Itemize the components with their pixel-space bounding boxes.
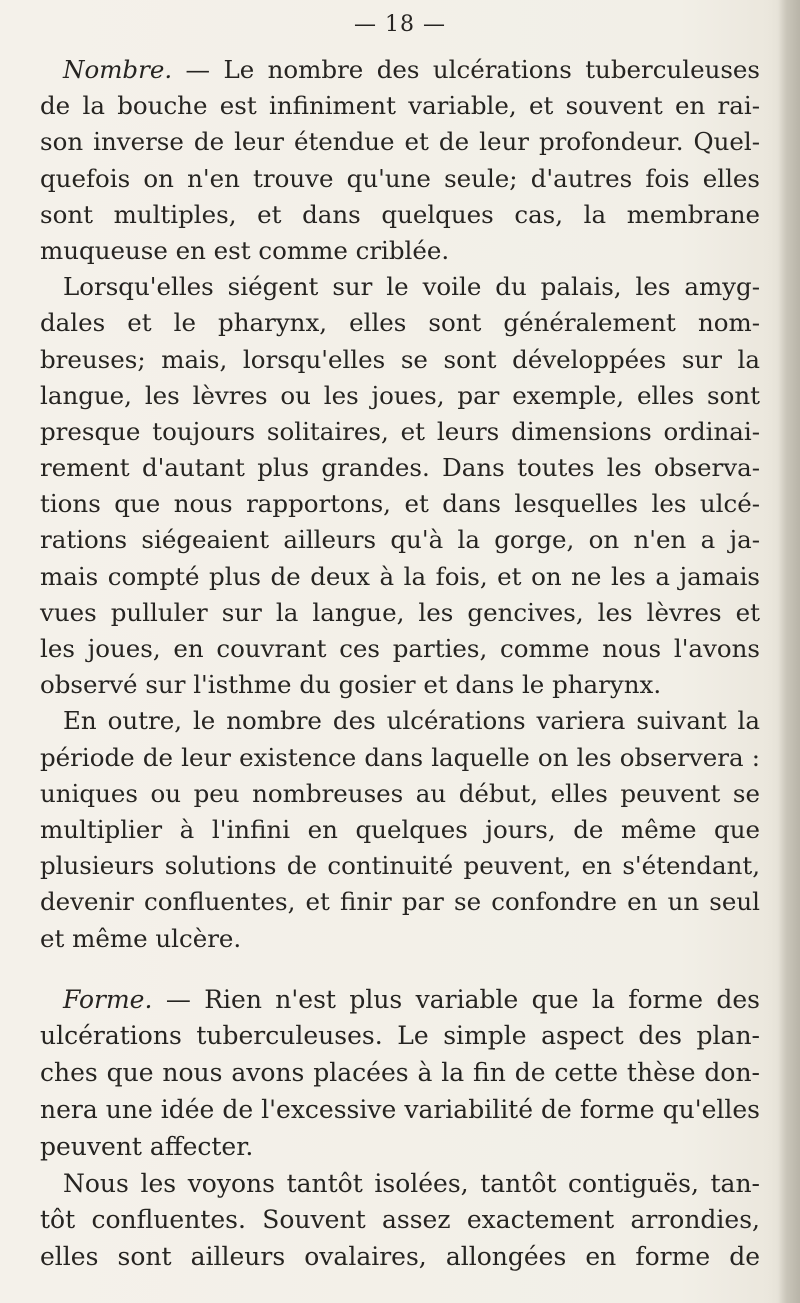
paragraph-line: vues pulluler sur la langue, les gencives, les lèvres et xyxy=(40,597,760,627)
paragraph-line: langue, les lèvres ou les joues, par exemple, elles sont xyxy=(40,380,760,410)
paragraph-line: mais compté plus de deux à la fois, et on ne les a jamais xyxy=(40,561,760,591)
paragraph-line: observé sur l'isthme du gosier et dans le pharynx. xyxy=(40,670,662,700)
paragraph-line: presque toujours solitaires, et leurs dimensions ordinai- xyxy=(40,416,760,446)
paragraph-line: multiplier à l'infini en quelques jours, de même que xyxy=(40,814,760,844)
paragraph-line: Forme. — Rien n'est plus variable que la forme des xyxy=(63,984,760,1014)
paragraph-line: muqueuse en est comme criblée. xyxy=(40,235,450,265)
paragraph-line: son inverse de leur étendue et de leur profondeur. Quel- xyxy=(40,127,760,157)
paragraph-line: ches que nous avons placées à la fin de cette thèse don- xyxy=(40,1058,760,1088)
paragraph-line: uniques ou peu nombreuses au début, elles peuvent se xyxy=(40,778,760,808)
section-heading-forme: Forme. xyxy=(63,984,153,1014)
paragraph-line: dales et le pharynx, elles sont généralement nom- xyxy=(40,308,760,338)
paragraph-line: breuses; mais, lorsqu'elles se sont développées sur la xyxy=(40,344,760,374)
paragraph-line: Lorsqu'elles siégent sur le voile du palais, les amyg- xyxy=(63,272,760,302)
section-heading-nombre: Nombre. xyxy=(63,55,173,84)
paragraph-line: Nous les voyons tantôt isolées, tantôt contiguës, tan- xyxy=(63,1168,760,1198)
paragraph-line: les joues, en couvrant ces parties, comme nous l'avons xyxy=(40,634,760,663)
paragraph-line: rations siégeaient ailleurs qu'à la gorge, on n'en a ja- xyxy=(40,525,760,555)
paragraph-line: tôt confluentes. Souvent assez exactement arrondies, xyxy=(40,1205,760,1235)
paragraph-line: période de leur existence dans laquelle on les observera : xyxy=(40,742,760,772)
paragraph-line: et même ulcère. xyxy=(40,923,242,953)
paragraph-line: plusieurs solutions de continuité peuvent, en s'étendant, xyxy=(40,851,760,881)
paragraph-line: quefois on n'en trouve qu'une seule; d'autres fois elles xyxy=(40,163,760,193)
paragraph-line: tions que nous rapportons, et dans lesquelles les ulcé- xyxy=(40,489,760,519)
page-number: — 18 — xyxy=(354,12,446,37)
text-body xyxy=(40,52,760,1276)
paragraph-line: Nombre. — Le nombre des ulcérations tuberculeuses xyxy=(63,55,760,84)
paragraph-line: peuvent affecter. xyxy=(40,1131,254,1161)
paragraph-line: de la bouche est infiniment variable, et souvent en rai- xyxy=(40,91,760,121)
paragraph-line: En outre, le nombre des ulcérations variera suivant la xyxy=(63,706,760,736)
paragraph-line: nera une idée de l'excessive variabilité de forme qu'elles xyxy=(40,1095,760,1125)
section-forme xyxy=(40,982,760,1276)
paragraph-line: ulcérations tuberculeuses. Le simple aspect des plan- xyxy=(40,1021,760,1051)
paragraph-line: devenir confluentes, et finir par se confondre en un seul xyxy=(40,887,760,917)
paragraph-line: rement d'autant plus grandes. Dans toutes les observa- xyxy=(40,453,760,483)
page-spine-shadow xyxy=(778,0,800,1303)
paragraph-line: sont multiples, et dans quelques cas, la membrane xyxy=(40,199,760,229)
section-gap xyxy=(40,957,760,982)
paragraph-line: elles sont ailleurs ovalaires, allongées en forme de xyxy=(40,1242,760,1272)
